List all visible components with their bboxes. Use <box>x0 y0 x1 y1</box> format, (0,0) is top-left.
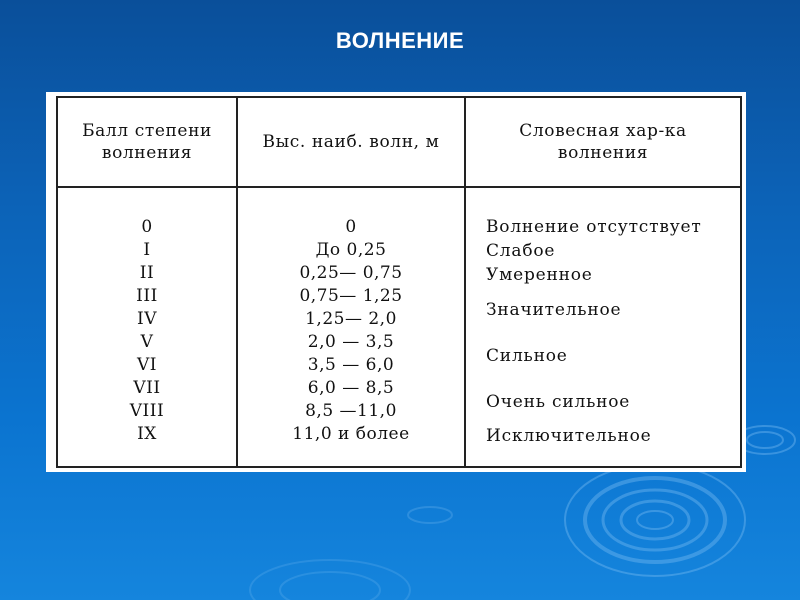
description-item: Волнение отсутствует <box>486 217 702 237</box>
table-body-row <box>57 187 741 467</box>
header-description-label: Словесная хар-ка волнения <box>519 121 687 163</box>
height-item: До 0,25 <box>315 240 387 260</box>
height-item: 1,25— 2,0 <box>305 309 397 329</box>
grade-item: 0 <box>141 217 153 237</box>
grade-item: II <box>139 263 155 283</box>
height-item: 0 <box>345 217 357 237</box>
grade-item: V <box>140 332 154 352</box>
wave-scale-table <box>56 96 742 468</box>
grade-item: VI <box>137 355 157 375</box>
header-grade-label: Балл степени волнения <box>82 121 212 163</box>
wave-table-card <box>46 92 746 472</box>
height-item: 3,5 — 6,0 <box>307 355 395 375</box>
slide-title: ВОЛНЕНИЕ <box>335 28 465 53</box>
height-item: 11,0 и более <box>292 424 410 444</box>
heights-list <box>238 216 464 446</box>
header-height <box>237 97 465 187</box>
grade-item: VIII <box>129 401 165 421</box>
grade-item: IV <box>137 309 157 329</box>
description-item: Очень сильное <box>486 392 631 412</box>
description-item: Исключительное <box>486 426 652 446</box>
height-item: 2,0 — 3,5 <box>307 332 395 352</box>
descriptions-list <box>466 216 740 447</box>
grade-item: I <box>143 240 151 260</box>
description-item: Значительное <box>486 300 622 320</box>
grade-item: IX <box>137 424 157 444</box>
descriptions-cell <box>465 187 741 467</box>
header-description <box>465 97 741 187</box>
description-item: Умеренное <box>486 265 593 285</box>
grade-item: III <box>136 286 158 306</box>
height-item: 0,25— 0,75 <box>299 263 403 283</box>
grades-cell <box>57 187 237 467</box>
description-item: Слабое <box>486 241 556 261</box>
heights-cell <box>237 187 465 467</box>
header-height-label: Выс. наиб. волн, м <box>262 132 440 152</box>
height-item: 0,75— 1,25 <box>299 286 403 306</box>
table-header-row <box>57 97 741 187</box>
header-grade <box>57 97 237 187</box>
description-item: Сильное <box>486 346 568 366</box>
height-item: 8,5 —11,0 <box>305 401 397 421</box>
grade-item: VII <box>133 378 161 398</box>
grades-list <box>58 216 236 446</box>
height-item: 6,0 — 8,5 <box>307 378 395 398</box>
